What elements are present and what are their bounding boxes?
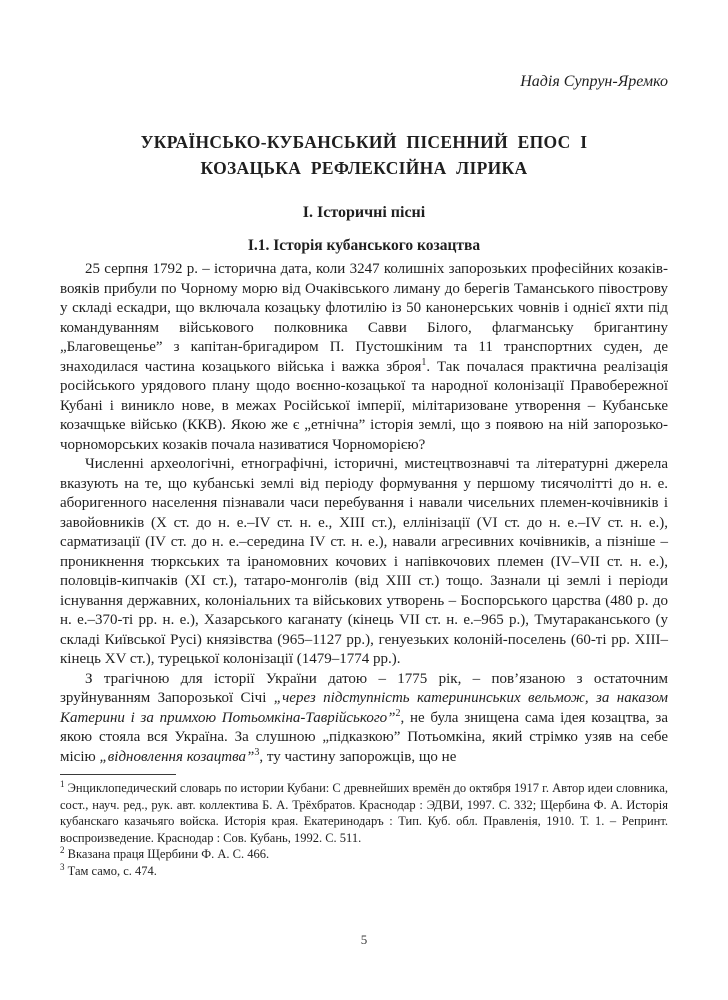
- paragraph-text: 25 серпня 1792 р. – історична дата, коли 3247 колишніх запорозьких професійних козаків-вояків прибули по Чорному морю від Очаківського лиману до берегів Таманського півострову у складі ескадри, що включала козацьку флотилію із 50 канонерських човнів і однієї яхти під командуванням військового полковника Савви Білого, флагманську бригантину „Благовещенье” з капітан-бригадиром П. Пустошкіним та 11 транспортних суден, де знаходилася частина козацького війська і важка зброя: [60, 261, 668, 375]
- body-paragraph-1: [60, 260, 668, 455]
- paragraph-text: , не була знищена сама ідея козацтва, за якою стояла вся Україна. За слушною „підказкою” Потьомкіна, який стрімко узяв на себе місію: [60, 709, 668, 765]
- footnote-marker-1: 1: [60, 778, 65, 789]
- footnote-text: Энциклопедический словарь по истории Кубани: С древнейших времён до октября 1917 г. Автор идеи словника, сост., науч. ред., рук. авт. коллектива Б. А. Трёхбратов. Краснодар : ЭДВИ, 1997. С. 332; Щербина Ф. А. Исторія кубанскаго казачьяго войска. Исторія края. Екатеринодаръ : Тип. Куб. обл. Правленія, 1910. Т. 1. – Репринт. воспроизведение. Краснодар : Сов. Кубань, 1992. С. 511.: [60, 781, 668, 845]
- page-header-author: Надія Супрун-Яремко: [520, 73, 668, 90]
- paragraph-text: З трагічною для історії України датою – 1775 рік, – пов’язаною з остаточним зруйнуванням Запорозької Січі: [60, 670, 668, 706]
- chapter-title-line2: КОЗАЦЬКА РЕФЛЕКСІЙНА ЛІРИКА: [200, 158, 528, 178]
- footnote-marker-2: 2: [60, 844, 65, 855]
- footnote-reference-3: 3: [254, 746, 260, 758]
- quoted-italic-text: „через підступність катерининських вельмож, за наказом Катерини і за примхою Потьомкіна-Таврійського”: [60, 690, 668, 726]
- paragraph-text: , ту частину запорожців, що не: [259, 748, 457, 765]
- chapter-title: [60, 129, 668, 181]
- footnote-reference-2: 2: [395, 707, 401, 719]
- body-text: [60, 260, 668, 767]
- paragraph-text: Численні археологічні, етнографічні, історичні, мистецтвознавчі та літературні джерела вказують на те, що кубанські землі від періоду формування у першому тисячолітті до н. е. аборигенного населення пізнавали часи перебування і навали чисельних племен-кочівників і завойовників (X ст. до н. е.–IV ст. н. е., XIII ст.), еллінізації (VI ст. до н. е.–IV ст. н. е.), сарматизації (IV ст. до н. е.–середина IV ст. н. е.), навали агресивних кочівників, а пізніше – проникнення тюркських та іраномовних кочових і напівкочових племен (IV–VII ст. н. е.), половців-кипчаків (XI ст.), татаро-монголів (від XIII ст.) тощо. Зазнали ці землі і періоди існування державних, колоніальних та військових утворень – Боспорського царства (480 р. до н. е.–370-ті рр. н. е.), Хазарського каганату (кінець VII ст. н. е.–965 р.), Тмутараканського (у складі Київської Русі) князівства (965–1127 рр.), генуезьких колоній-поселень (60-ті рр. XIII–кінець XV ст.), турецької колонізації (1479–1774 рр.).: [60, 456, 668, 667]
- footnote-separator-rule: [60, 774, 176, 775]
- page-number: 5: [360, 932, 368, 947]
- footnote-area: [60, 774, 668, 879]
- footnote-3: [60, 863, 668, 880]
- subsection-heading: I.1. Історія кубанського козацтва: [247, 237, 481, 254]
- footnote-text: Вказана праця Щербини Ф. А. С. 466.: [64, 847, 270, 861]
- footnote-marker-3: 3: [60, 861, 65, 872]
- footnote-reference-1: 1: [421, 356, 427, 368]
- footnote-list: [60, 780, 668, 879]
- footnote-1: [60, 780, 668, 846]
- paragraph-text: . Так почалася практична реалізація російського урядового плану щодо воєнно-козацької та народної колонізації Правобережної Кубані і виникло нове, в межах Російської імперії, мілітаризоване утворення – Кубанське козачщьке військо (ККВ). Якою же є „етнічна” історія землі, що з появою на ній запорозько-чорноморських козаків почала називатися Чорноморією?: [60, 358, 668, 453]
- footnote-2: [60, 846, 668, 863]
- body-paragraph-3: [60, 670, 668, 768]
- body-paragraph-2: [60, 455, 668, 670]
- quoted-italic-text: „відновлення козацтва”: [99, 748, 255, 765]
- section-heading: I. Історичні пісні: [302, 204, 426, 221]
- chapter-title-line1: УКРАЇНСЬКО-КУБАНСЬКИЙ ПІСЕННИЙ ЕПОС І: [140, 132, 588, 152]
- footnote-text: Там само, с. 474.: [64, 863, 157, 878]
